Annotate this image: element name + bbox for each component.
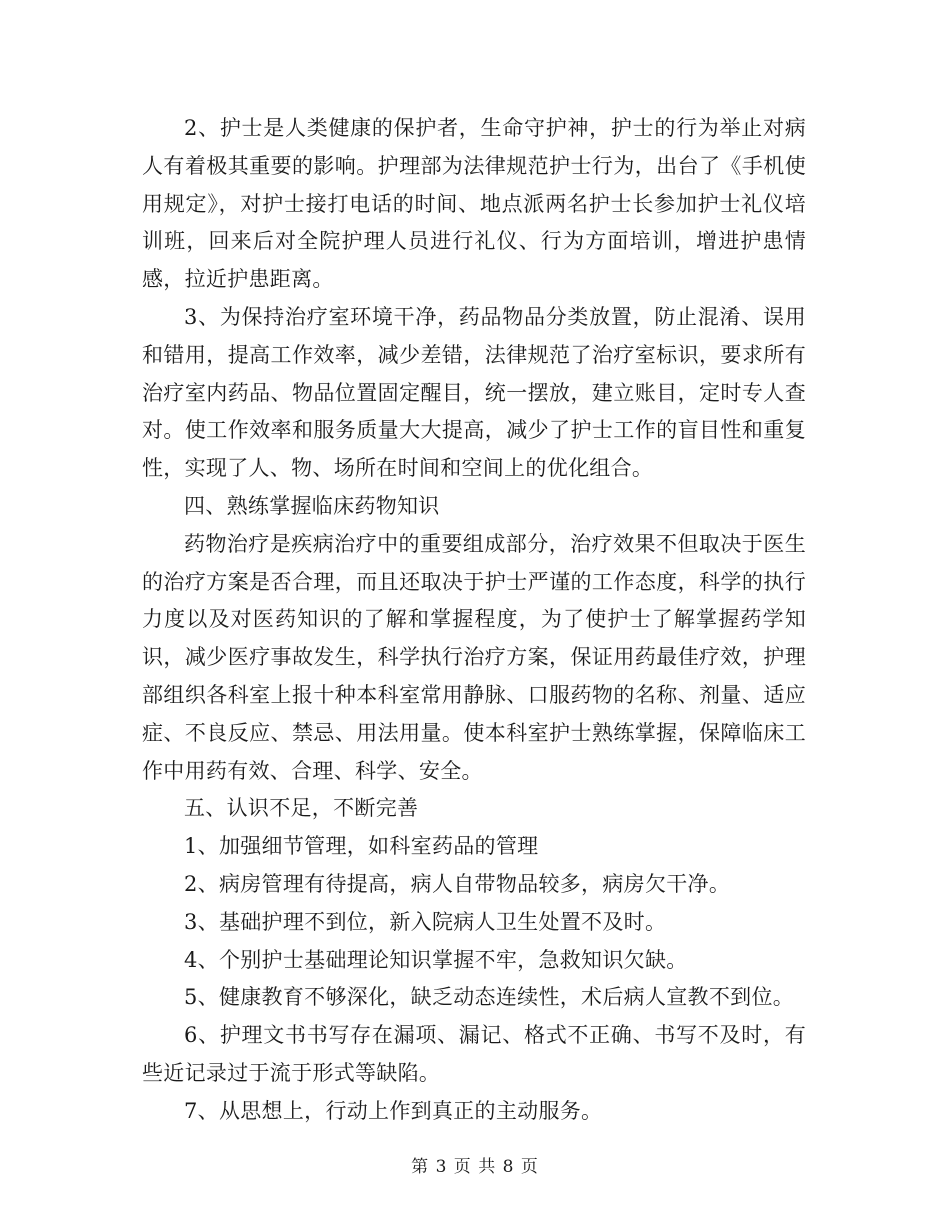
document-body bbox=[142, 110, 806, 1131]
section-heading-drug-knowledge: 四、熟练掌握临床药物知识 bbox=[184, 493, 440, 518]
list-item: 3、基础护理不到位，新入院病人卫生处置不及时。 bbox=[184, 909, 667, 934]
list-item: 4、个别护士基础理论知识掌握不牢，急救知识欠缺。 bbox=[184, 947, 688, 972]
list-item: 6、护理文书书写存在漏项、漏记、格式不正确、书写不及时，有些近记录过于流于形式等缺陷。 bbox=[142, 1023, 806, 1085]
page-number-footer: 第 3 页 共 8 页 bbox=[411, 1157, 539, 1177]
paragraph-drug-therapy: 药物治疗是疾病治疗中的重要组成部分，治疗效果不但取决于医生的治疗方案是否合理，而且还取决于护士严谨的工作态度，科学的执行力度以及对医药知识的了解和掌握程度，为了使护士了解掌握药学知识，减少医疗事故发生，科学执行治疗方案，保证用药最佳疗效，护理部组织各科室上报十种本科室常用静脉、口服药物的名称、剂量、适应症、不良反应、禁忌、用法用量。使本科室护士熟练掌握，保障临床工作中用药有效、合理、科学、安全。 bbox=[142, 531, 806, 783]
paragraph-treatment-room: 3、为保持治疗室环境干净，药品物品分类放置，防止混淆、误用和错用，提高工作效率，减少差错，法律规范了治疗室标识，要求所有治疗室内药品、物品位置固定醒目，统一摆放，建立账目，定时专人查对。使工作效率和服务质量大大提高，减少了护士工作的盲目性和重复性，实现了人、物、场所在时间和空间上的优化组合。 bbox=[142, 304, 806, 481]
paragraph-nurse-conduct: 2、护士是人类健康的保护者，生命守护神，护士的行为举止对病人有着极其重要的影响。护理部为法律规范护士行为，出台了《手机使用规定》，对护士接打电话的时间、地点派两名护士长参加护士礼仪培训班，回来后对全院护理人员进行礼仪、行为方面培训，增进护患情感，拉近护患距离。 bbox=[142, 116, 806, 292]
list-item: 7、从思想上，行动上作到真正的主动服务。 bbox=[184, 1098, 603, 1123]
list-item: 2、病房管理有待提高，病人自带物品较多，病房欠干净。 bbox=[184, 871, 731, 896]
section-heading-shortcomings: 五、认识不足，不断完善 bbox=[184, 796, 419, 821]
list-item: 1、加强细节管理，如科室药品的管理 bbox=[184, 834, 539, 859]
list-item: 5、健康教育不够深化，缺乏动态连续性，术后病人宣教不到位。 bbox=[184, 985, 795, 1010]
